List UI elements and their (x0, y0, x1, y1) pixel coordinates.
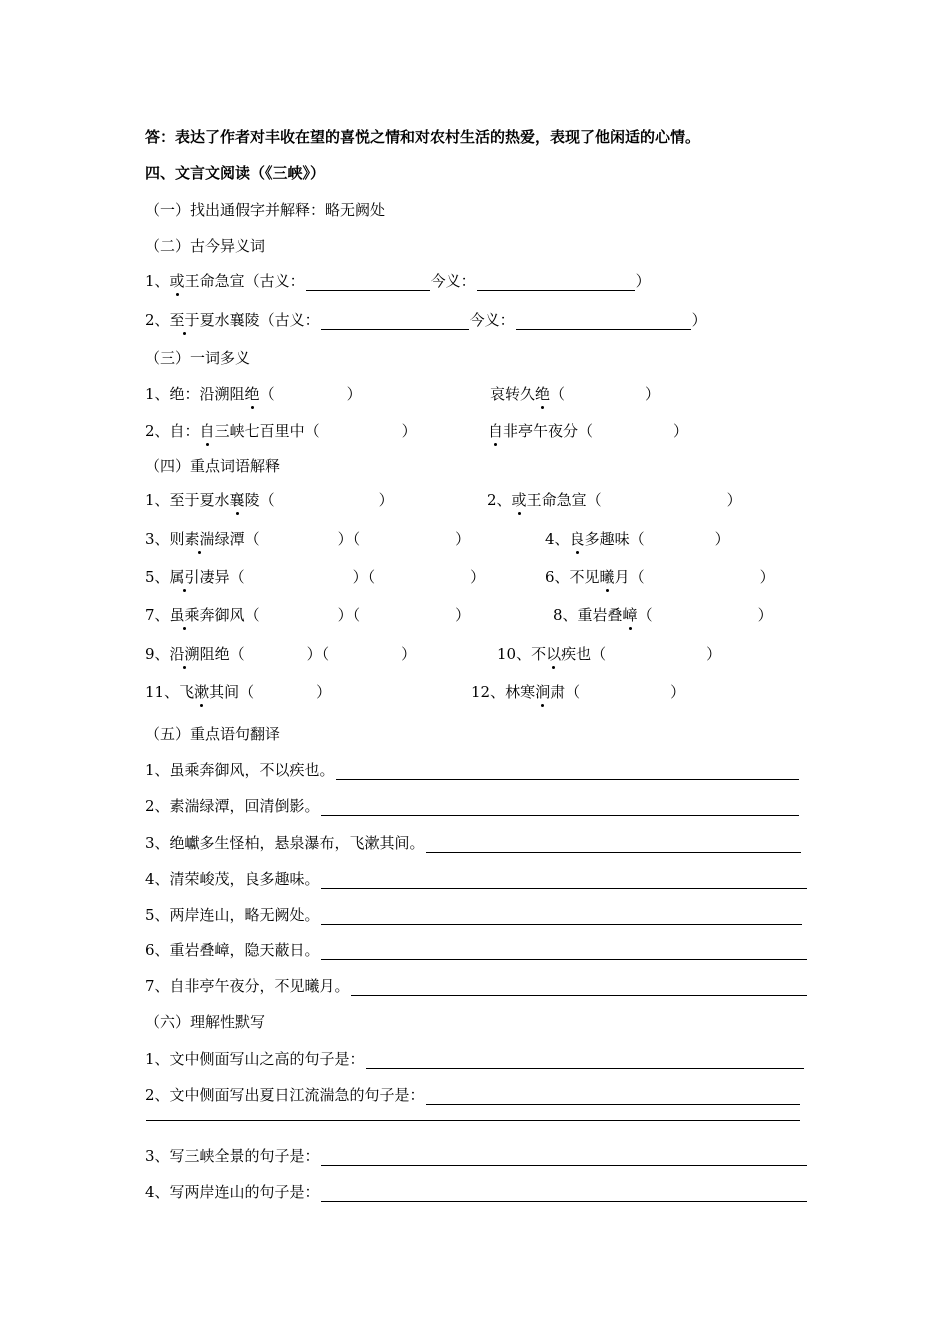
dotted-word: 沿溯 (169, 645, 200, 663)
q-text: 肃（ (550, 683, 581, 701)
q-text: 12、林寒 (471, 683, 536, 701)
dotted-word: 涧 (535, 683, 551, 701)
question-4-row (145, 529, 845, 549)
q-part-a (145, 421, 417, 441)
q-text: 绿潭（ (214, 530, 260, 548)
q-text: ）（ (337, 530, 361, 548)
q-text: 王命急宣（ (526, 491, 602, 509)
dotted-word: 属引 (169, 568, 200, 586)
answer-blank[interactable] (146, 1104, 800, 1121)
answer-blank[interactable] (477, 274, 635, 291)
answer-blank[interactable] (321, 1149, 807, 1166)
q-part-b (545, 567, 775, 587)
q-text: （ (550, 385, 566, 403)
dotted-word: 襄 (229, 491, 245, 509)
q-part-a (145, 605, 470, 625)
q-text: ）（ (306, 645, 330, 663)
q-part-b (488, 421, 688, 441)
q-part-a (145, 644, 416, 664)
q-part-a (145, 567, 485, 587)
q-text: ） (759, 568, 775, 586)
q-text: 2、自： (145, 422, 200, 440)
sentence-text: 7、自非亭午夜分，不见曦月。 (145, 977, 350, 995)
prompt-text: 4、写两岸连山的句子是： (145, 1183, 320, 1201)
question-4-row (145, 605, 845, 625)
answer-blank[interactable] (336, 763, 799, 780)
q-text: 3、则 (145, 530, 185, 548)
q-text: ） (691, 311, 707, 329)
q-part-b (497, 644, 721, 664)
q-text: ） (726, 491, 742, 509)
answer-blank[interactable] (426, 1088, 800, 1105)
dotted-word: 绝 (535, 385, 551, 403)
answer-blank[interactable] (426, 836, 801, 853)
recitation-item (145, 1182, 808, 1202)
q-text: 今义： (430, 272, 476, 290)
q-part-a (145, 682, 331, 702)
answer-blank[interactable] (306, 274, 430, 291)
subsection-2 (145, 236, 265, 256)
dotted-word: 虽乘 (169, 606, 200, 624)
subsection-5 (145, 724, 280, 744)
q-text: 4、 (545, 530, 570, 548)
prompt-text: 2、文中侧面写出夏日江流湍急的句子是： (145, 1086, 425, 1104)
q-text: ） (673, 422, 689, 440)
dotted-word: 素湍 (184, 530, 215, 548)
q-text: 10、不 (497, 645, 547, 663)
dotted-word: 以 (546, 645, 562, 663)
subsection-6-text: （六）理解性默写 (145, 1013, 266, 1031)
dotted-word: 或 (511, 491, 527, 509)
subsection-5-text: （五）重点语句翻译 (145, 725, 281, 743)
q-text: 三峡七百里中（ (214, 422, 320, 440)
q-text: ） (316, 683, 332, 701)
q-text: ） (455, 606, 471, 624)
q-text: （ (637, 606, 653, 624)
q-text: 奔御风（ (199, 606, 260, 624)
question-3-1 (145, 384, 845, 404)
q-text: 6、不见 (545, 568, 600, 586)
recitation-continuation (145, 1104, 801, 1121)
translation-item (145, 976, 808, 996)
q-text: ） (706, 645, 722, 663)
q-text: 凄异（ (199, 568, 245, 586)
q-text: ） (635, 272, 651, 290)
q-text: 王命急宣（古义： (184, 272, 305, 290)
subsection-1-text: （一）找出通假字并解释：略无阙处 (145, 201, 386, 219)
q-prefix: 2、 (145, 311, 170, 329)
q-text: 夏水襄陵（古义： (199, 311, 320, 329)
dotted-word: 漱 (194, 683, 210, 701)
translation-item (145, 833, 802, 853)
q-part-b (545, 529, 730, 549)
sentence-text: 1、虽乘奔御风，不以疾也。 (145, 761, 335, 779)
q-text: 疾也（ (561, 645, 607, 663)
q-text: 7、 (145, 606, 170, 624)
question-4-row (145, 644, 845, 664)
q-text: 9、 (145, 645, 170, 663)
q-text: ） (470, 568, 486, 586)
q-part-b (553, 605, 773, 625)
answer-blank[interactable] (351, 979, 807, 996)
dotted-word: 绝 (244, 385, 260, 403)
q-text: 2、 (487, 491, 512, 509)
answer-text: 答：表达了作者对丰收在望的喜悦之情和对农村生活的热爱，表现了他闲适的心情。 (145, 128, 701, 146)
q-text: 阻绝（ (199, 645, 245, 663)
q-text: ） (714, 530, 730, 548)
q-part-b (490, 384, 660, 404)
sentence-text: 3、绝巘多生怪柏，悬泉瀑布，飞漱其间。 (145, 834, 425, 852)
q-text: 月（ (614, 568, 645, 586)
q-part-a (145, 490, 394, 510)
question-2-2 (145, 310, 707, 330)
q-text: ）（ (337, 606, 361, 624)
dotted-word: 自 (488, 422, 504, 440)
answer-blank[interactable] (516, 313, 691, 330)
sentence-text: 5、两岸连山，略无阙处。 (145, 906, 320, 924)
answer-blank[interactable] (366, 1052, 804, 1069)
recitation-item (145, 1085, 801, 1105)
q-prefix: 1、 (145, 272, 170, 290)
section4-title (145, 163, 325, 183)
q-text: ） (757, 606, 773, 624)
sentence-text: 2、素湍绿潭，回清倒影。 (145, 797, 320, 815)
prompt-text: 1、文中侧面写山之高的句子是： (145, 1050, 365, 1068)
q-part-a (145, 384, 362, 404)
subsection-1 (145, 200, 385, 220)
q-part-a (145, 529, 470, 549)
subsection-6 (145, 1012, 265, 1032)
question-3-2 (145, 421, 845, 441)
q-text: ） (378, 491, 394, 509)
question-4-row (145, 490, 845, 510)
answer-blank[interactable] (321, 908, 802, 925)
subsection-3-text: （三）一词多义 (145, 349, 251, 367)
dotted-word: 自 (199, 422, 215, 440)
q-text: ） (346, 385, 362, 403)
answer-blank[interactable] (321, 872, 807, 889)
translation-item (145, 796, 800, 816)
question-4-row (145, 682, 845, 702)
answer-blank[interactable] (321, 313, 469, 330)
q-text: 11、飞 (145, 683, 195, 701)
question-4-row (145, 567, 845, 587)
answer-blank[interactable] (321, 943, 807, 960)
subsection-4-text: （四）重点词语解释 (145, 457, 281, 475)
translation-item (145, 760, 800, 780)
subsection-2-text: （二）古今异义词 (145, 237, 266, 255)
q-text: 其间（ (209, 683, 255, 701)
q-text: 哀转久 (490, 385, 536, 403)
translation-item (145, 869, 808, 889)
q-text: ） (455, 530, 471, 548)
sentence-text: 6、重岩叠嶂，隐天蔽日。 (145, 941, 320, 959)
q-text: 陵（ (244, 491, 275, 509)
translation-item (145, 940, 808, 960)
q-text: 今义： (469, 311, 515, 329)
q-part-b (487, 490, 742, 510)
q-text: ） (401, 645, 417, 663)
q-text: （ (259, 385, 275, 403)
q-text: 多趣味（ (584, 530, 645, 548)
sentence-text: 4、清荣峻茂，良多趣味。 (145, 870, 320, 888)
q-text: 1、绝：沿溯阻 (145, 385, 245, 403)
section4-title-text: 四、文言文阅读（《三峡》） (145, 164, 326, 182)
recitation-item (145, 1146, 808, 1166)
q-text: ） (645, 385, 661, 403)
dotted-word: 嶂 (622, 606, 638, 624)
recitation-item (145, 1049, 805, 1069)
prompt-text: 3、写三峡全景的句子是： (145, 1147, 320, 1165)
q-text: ） (670, 683, 686, 701)
answer-line (145, 127, 700, 147)
subsection-4 (145, 456, 280, 476)
dotted-word: 良 (569, 530, 585, 548)
subsection-3 (145, 348, 250, 368)
q-text: 1、至于夏水 (145, 491, 230, 509)
q-text: 5、 (145, 568, 170, 586)
q-part-b (471, 682, 685, 702)
answer-blank[interactable] (321, 1185, 807, 1202)
question-2-1 (145, 271, 651, 291)
answer-blank[interactable] (321, 799, 799, 816)
translation-item (145, 905, 803, 925)
dotted-word: 至于 (169, 311, 200, 329)
dotted-word: 曦 (599, 568, 615, 586)
q-text: 非亭午夜分（ (503, 422, 594, 440)
q-text: ）（ (352, 568, 376, 586)
q-text: 8、重岩叠 (553, 606, 623, 624)
q-text: ） (401, 422, 417, 440)
dotted-word: 或 (169, 272, 185, 290)
